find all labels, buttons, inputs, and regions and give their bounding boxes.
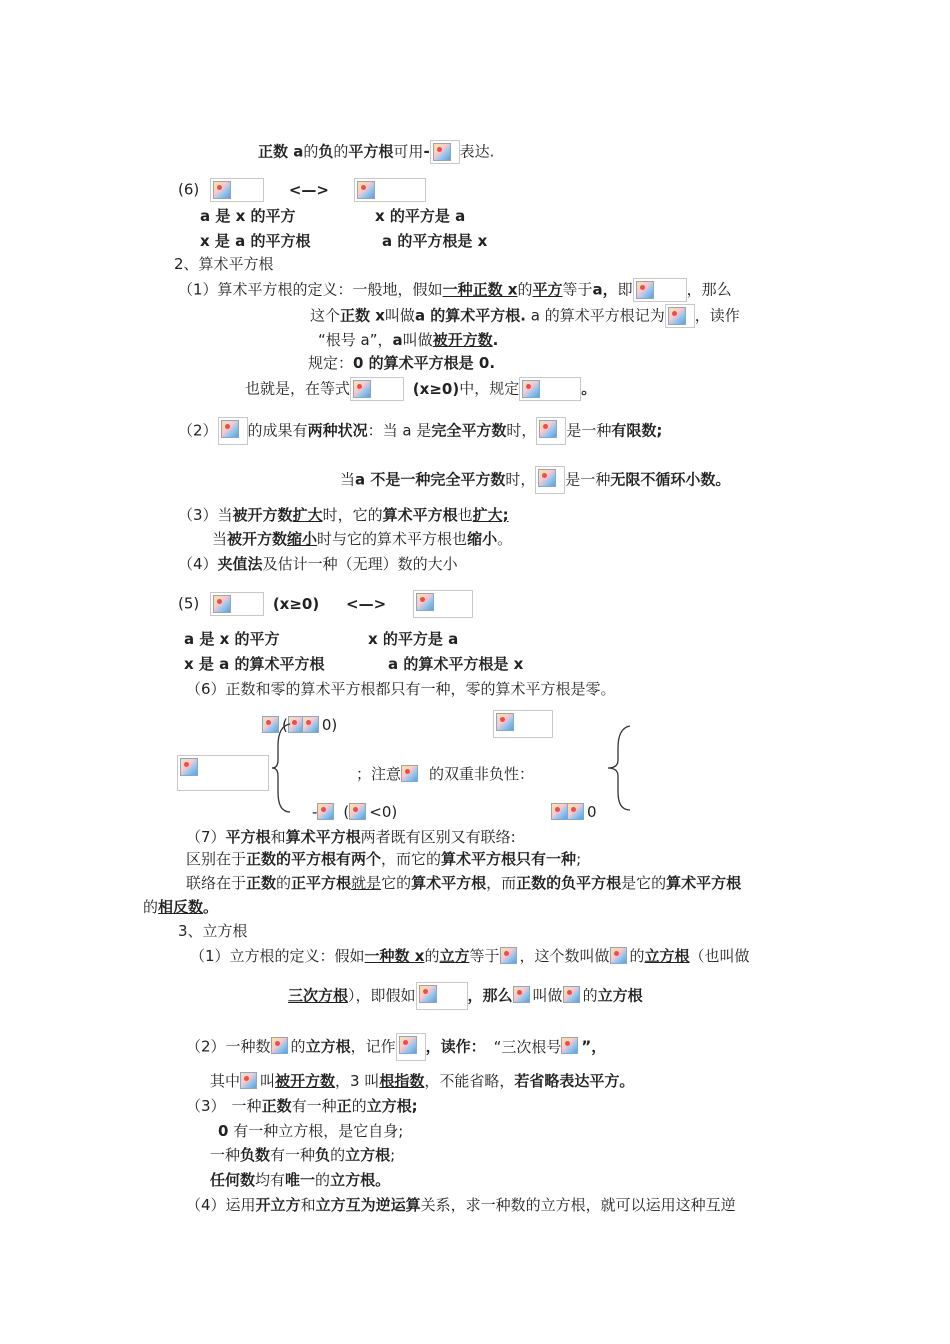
line-5-square-right: x 的平方是 a (368, 630, 459, 648)
line-6-zero: （6）正数和零的算术平方根都只有一种，零的算术平方根是零。 (186, 680, 616, 698)
left-brace (270, 720, 294, 816)
brace-bottom-case: - ( <0) (312, 803, 398, 821)
line-4-estimate: （4）夹值法及估计一种（无理）数的大小 (178, 555, 458, 573)
line-7-opposite: 的相反数。 (143, 898, 219, 916)
line-cube-negative: 一种负数有一种负的立方根; (210, 1146, 396, 1164)
image-placeholder-icon (302, 716, 322, 736)
brace-right-top (493, 710, 553, 738)
line-cube-definition: （1）立方根的定义：假如一种数 x的立方等于 ，这个数叫做 的立方根（也叫做 (190, 947, 750, 965)
line-square-right: x 的平方是 a (375, 207, 466, 225)
line-cube-positive: （3） 一种正数有一种正的立方根; (186, 1097, 418, 1115)
right-brace (604, 722, 634, 814)
line-3-shrink: 当被开方数缩小时与它的算术平方根也缩小。 (212, 530, 513, 548)
image-placeholder-icon (416, 982, 468, 1010)
line-7-relation: （7）平方根和算术平方根两者既有区别又有联络: (186, 828, 516, 846)
image-placeholder-icon (610, 947, 630, 967)
image-placeholder-icon (535, 466, 565, 494)
image-placeholder-icon (401, 765, 429, 785)
image-placeholder-icon (317, 803, 337, 823)
image-placeholder-icon (350, 377, 404, 401)
image-placeholder-icon (633, 278, 687, 302)
image-placeholder-icon (500, 947, 520, 967)
line-5-equivalence: (5) (x≥0) <—> (178, 590, 473, 618)
heading-cube-root: 3、立方根 (178, 922, 248, 940)
image-placeholder-icon (567, 803, 587, 823)
brace-right-bottom: 0 (551, 802, 597, 823)
image-placeholder-icon (493, 710, 553, 738)
line-rule: 规定：0 的算术平方根是 0. (308, 354, 496, 372)
line-cube-zero: 0 有一种立方根，是它自身; (218, 1122, 404, 1140)
line-negative-root: 正数 a的负的平方根可用- 表达. (258, 140, 494, 164)
line-5-root-right: a 的算术平方根是 x (388, 655, 524, 673)
line-definition: （1）算术平方根的定义：一般地，假如一种正数 x的平方等于a，即 ，那么 (178, 278, 732, 302)
image-placeholder-icon (218, 417, 248, 445)
line-cube-radicand: 其中 叫被开方数，3 叫根指数，不能省略，若省略表达平方。 (210, 1072, 635, 1090)
image-placeholder-icon (536, 417, 566, 445)
image-placeholder-icon (413, 590, 473, 618)
line-6-equivalence: (6) <—> (178, 178, 426, 202)
image-placeholder-icon (519, 377, 581, 401)
image-placeholder-icon (240, 1072, 260, 1092)
brace-note: ；注意 的双重非负性： (356, 765, 535, 783)
image-placeholder-icon (665, 304, 695, 328)
line-square-left: a 是 x 的平方 (200, 207, 296, 225)
line-cube-definition-2: 三次方根），即假如 ，那么 叫做 的立方根 (288, 982, 643, 1010)
image-placeholder-icon (349, 803, 369, 823)
line-7-difference: 区别在于正数的平方根有两个，而它的算术平方根只有一种; (186, 850, 582, 868)
line-3-expand: （3）当被开方数扩大时，它的算术平方根也扩大; (178, 506, 509, 524)
line-equation-rule: 也就是，在等式 (x≥0)中，规定 。 (245, 377, 596, 401)
line-root-left: x 是 a 的平方根 (200, 232, 311, 250)
line-cube-notation: （2）一种数 的立方根，记作 ，读作： “三次根号 ”， (186, 1033, 606, 1061)
heading-arithmetic-root: 2、算术平方根 (174, 255, 274, 273)
line-2-results: （2） 的成果有两种状况：当 a 是完全平方数时， 是一种有限数; (178, 417, 662, 445)
line-5-square-left: a 是 x 的平方 (184, 630, 280, 648)
image-placeholder-icon (271, 1037, 291, 1057)
line-definition-2: 这个正数 x叫做a 的算术平方根. a 的算术平方根记为 ，读作 (310, 304, 740, 328)
brace-left-box (177, 755, 269, 791)
image-placeholder-icon (561, 1037, 581, 1057)
image-placeholder-icon (513, 986, 533, 1006)
image-placeholder-icon (354, 178, 426, 202)
line-root-right: a 的平方根是 x (382, 232, 488, 250)
brace-top-case: ( 0) (262, 715, 337, 736)
image-placeholder-icon (210, 178, 264, 202)
image-placeholder-icon (210, 592, 264, 616)
line-cube-inverse: （4）运用开立方和立方互为逆运算关系，求一种数的立方根，就可以运用这种互逆 (186, 1196, 736, 1214)
line-7-connection: 联络在于正数的正平方根就是它的算术平方根，而正数的负平方根是它的算术平方根 (186, 874, 742, 892)
line-definition-3: “根号 a”，a叫做被开方数. (318, 331, 499, 349)
image-placeholder-icon (177, 755, 269, 791)
line-5-root-left: x 是 a 的算术平方根 (184, 655, 325, 673)
image-placeholder-icon (563, 986, 583, 1006)
image-placeholder-icon (430, 140, 460, 164)
line-2-irrational: 当a 不是一种完全平方数时， 是一种无限不循环小数。 (340, 466, 730, 494)
line-cube-unique: 任何数均有唯一的立方根。 (210, 1171, 391, 1189)
image-placeholder-icon (396, 1033, 426, 1061)
